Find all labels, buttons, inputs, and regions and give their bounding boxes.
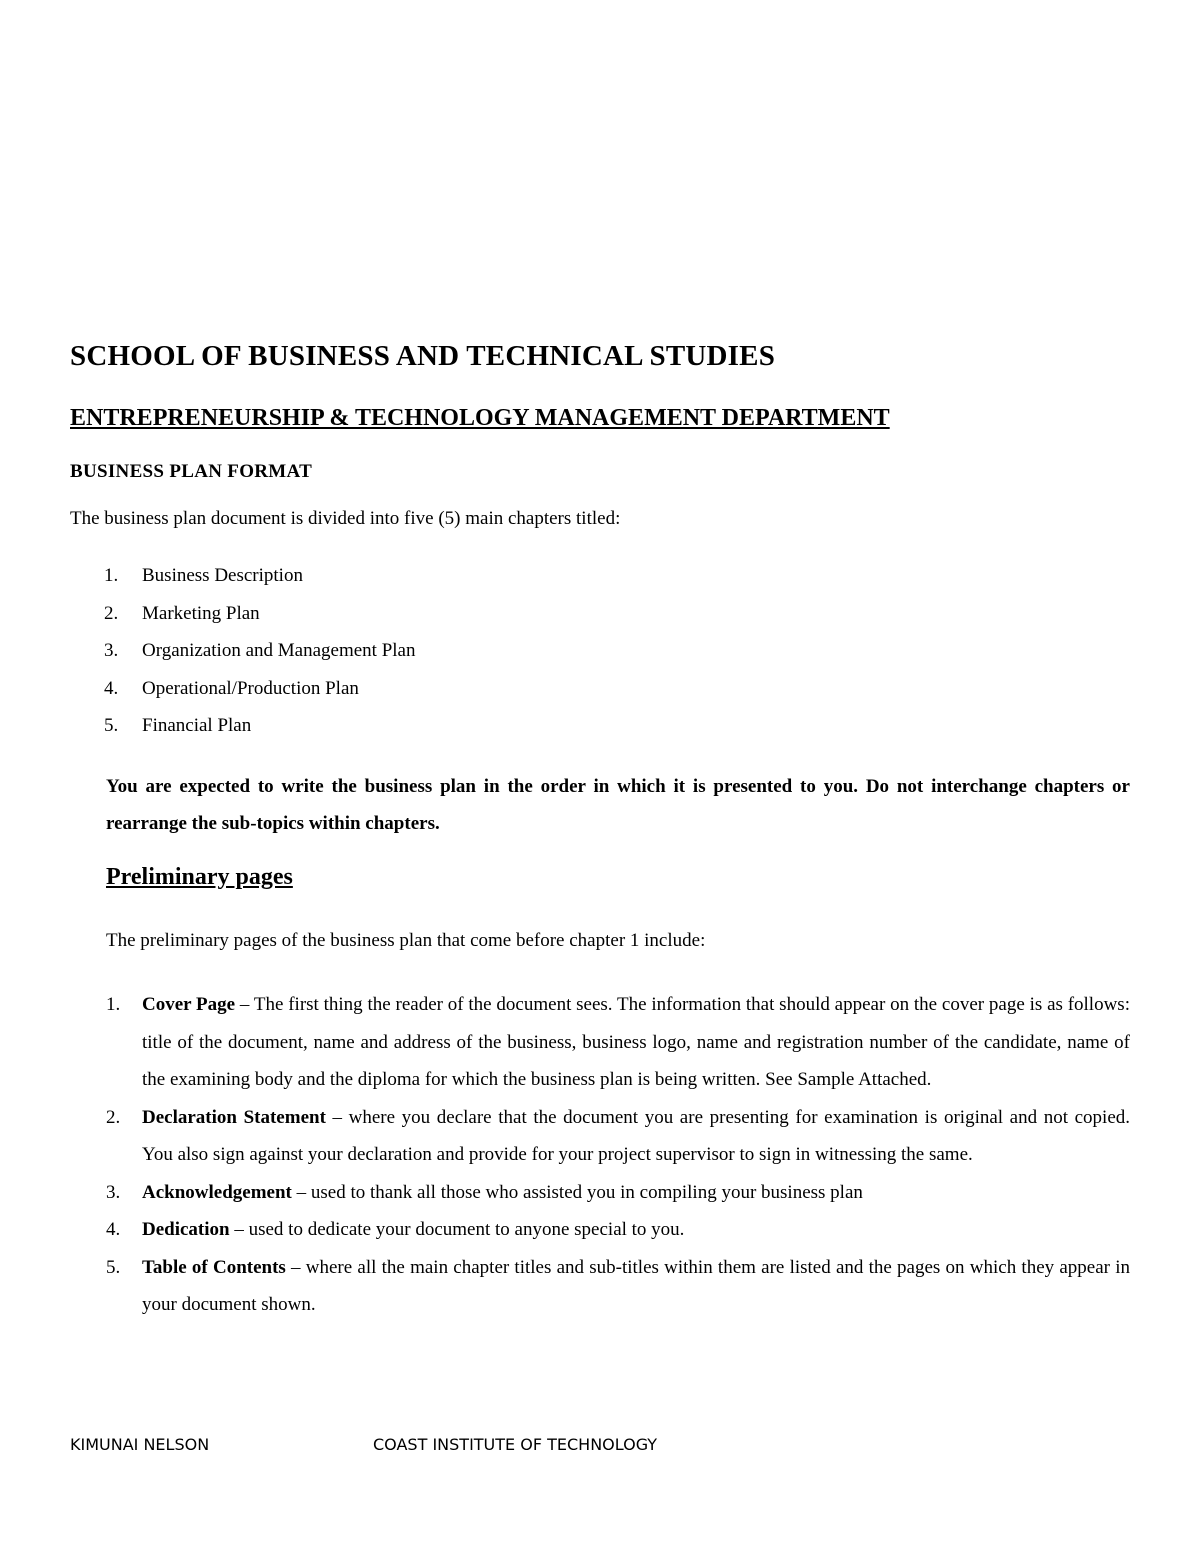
item-term: Acknowledgement <box>142 1181 292 1203</box>
footer-institution: COAST INSTITUTE OF TECHNOLOGY <box>373 1435 658 1454</box>
preliminary-item <box>106 1211 1130 1249</box>
item-description: – where you declare that the document you are presenting for examination is original and not copied. You also sign against your declaration and provide for your project supervisor to sign in witnessing the same. <box>142 1106 1131 1165</box>
school-title: SCHOOL OF BUSINESS AND TECHNICAL STUDIES <box>70 340 776 372</box>
preliminary-item <box>106 986 1130 1099</box>
footer-author: KIMUNAI NELSON <box>70 1435 210 1454</box>
chapter-number: 5. <box>104 715 119 736</box>
item-description: – where all the main chapter titles and sub-titles within them are listed and the pages on which they appear in your document shown. <box>142 1256 1130 1315</box>
preliminary-pages-heading: Preliminary pages <box>106 864 293 890</box>
chapter-number: 4. <box>104 677 119 699</box>
item-number: 5. <box>106 1256 121 1278</box>
item-number: 1. <box>106 994 121 1015</box>
item-term: Table of Contents <box>142 1256 286 1278</box>
item-description: – used to dedicate your document to anyone special to you. <box>229 1219 685 1240</box>
item-term: Declaration Statement <box>142 1106 326 1128</box>
format-title: BUSINESS PLAN FORMAT <box>70 461 313 482</box>
chapter-title: Marketing Plan <box>142 602 260 624</box>
preliminary-intro: The preliminary pages of the business plan that come before chapter 1 include: <box>106 930 706 951</box>
preliminary-item <box>106 1099 1130 1174</box>
item-number: 4. <box>106 1219 121 1240</box>
preliminary-item <box>106 1174 1130 1212</box>
item-term: Cover Page <box>142 994 236 1015</box>
chapter-title: Organization and Management Plan <box>142 640 416 661</box>
instruction-paragraph: You are expected to write the business plan in the order in which it is presented to you. Do not interchange chapters or rearrange the sub-topics within chapters. <box>106 776 1130 834</box>
chapter-number: 2. <box>104 602 119 624</box>
item-number: 2. <box>106 1106 121 1128</box>
item-description: – used to thank all those who assisted you in compiling your business plan <box>291 1181 863 1203</box>
chapter-title: Business Description <box>142 565 303 586</box>
chapter-number: 3. <box>104 640 119 661</box>
preliminary-pages-list <box>106 986 1130 1324</box>
item-number: 3. <box>106 1181 121 1203</box>
item-term: Dedication <box>142 1219 230 1240</box>
item-description: – The first thing the reader of the document sees. The information that should appear on the cover page is as follows: title of the document, name and address of the business, business logo, name and registration number of the candidate, name of the examining body and the diploma for which the business plan is being written. See Sample Attached. <box>142 994 1130 1090</box>
chapter-number: 1. <box>104 565 119 586</box>
intro-paragraph: The business plan document is divided into five (5) main chapters titled: <box>70 508 621 529</box>
department-title: ENTREPRENEURSHIP & TECHNOLOGY MANAGEMENT DEPARTMENT <box>70 405 890 431</box>
chapter-title: Operational/Production Plan <box>142 677 359 699</box>
preliminary-item <box>106 1249 1130 1324</box>
chapter-title: Financial Plan <box>142 715 252 736</box>
